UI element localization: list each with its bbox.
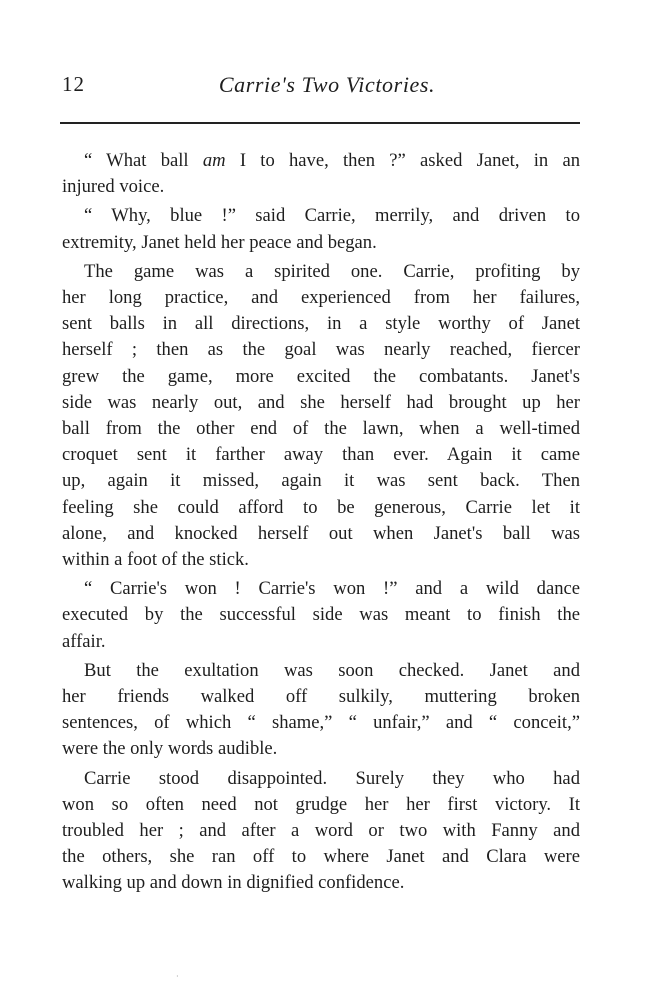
text-line: herself ; then as the goal was nearly reached, fiercer [62, 339, 580, 361]
text-line: were the only words audible. [62, 738, 278, 760]
text-line: alone, and knocked herself out when Janet's ball was [62, 522, 580, 544]
body-text [62, 148, 580, 897]
running-title: Carrie's Two Victories. [218, 72, 436, 97]
text-line: within a foot of the stick. [62, 549, 249, 571]
text-line: But the exultation was soon checked. Janet and [84, 659, 580, 681]
text-line: up, again it missed, again it was sent back. Then [62, 470, 580, 492]
text-line: troubled her ; and after a word or two with Fanny and [62, 820, 580, 842]
emphasis: am [202, 150, 226, 171]
paragraph [62, 259, 580, 573]
text-line: ball from the other end of the lawn, when a well-timed [62, 418, 580, 440]
text-line: feeling she could afford to be generous, Carrie let it [62, 496, 580, 518]
text-line: side was nearly out, and she herself had brought up her [62, 391, 580, 413]
text-line: “ What ball am I to have, then ?” asked Janet, in an [84, 150, 580, 171]
page-number: 12 [62, 72, 85, 96]
text-line: her long practice, and experienced from her failures, [62, 287, 580, 309]
text-line: her friends walked off sulkily, muttering broken [62, 686, 580, 708]
text-line: extremity, Janet held her peace and began. [62, 231, 377, 253]
paragraph [62, 203, 580, 255]
text-line: the others, she ran off to where Janet and Clara were [62, 846, 580, 868]
text-line: sentences, of which “ shame,” “ unfair,” and “ conceit,” [62, 712, 580, 734]
header-rule [60, 122, 580, 124]
text-line: executed by the successful side was meant to finish the [62, 604, 580, 626]
paragraph [62, 148, 580, 200]
text-line: affair. [62, 630, 106, 652]
text-line: The game was a spirited one. Carrie, profiting by [84, 260, 580, 282]
text-line: won so often need not grudge her her first victory. It [62, 793, 580, 815]
text-line: croquet sent it farther away than ever. Again it came [62, 444, 580, 466]
text-line: sent balls in all directions, in a style worthy of Janet [62, 313, 580, 335]
paragraph [62, 576, 580, 655]
paragraph [62, 766, 580, 897]
print-speck: · [176, 972, 179, 981]
text-line: “ Carrie's won ! Carrie's won !” and a wild dance [84, 578, 580, 600]
paragraph [62, 658, 580, 763]
text-line: “ Why, blue !” said Carrie, merrily, and driven to [84, 205, 580, 227]
text-line: walking up and down in dignified confidence. [62, 872, 405, 894]
text-line: grew the game, more excited the combatants. Janet's [62, 365, 580, 387]
text-line: Carrie stood disappointed. Surely they who had [84, 767, 580, 789]
page-header [62, 72, 580, 106]
text-line: injured voice. [62, 176, 165, 198]
